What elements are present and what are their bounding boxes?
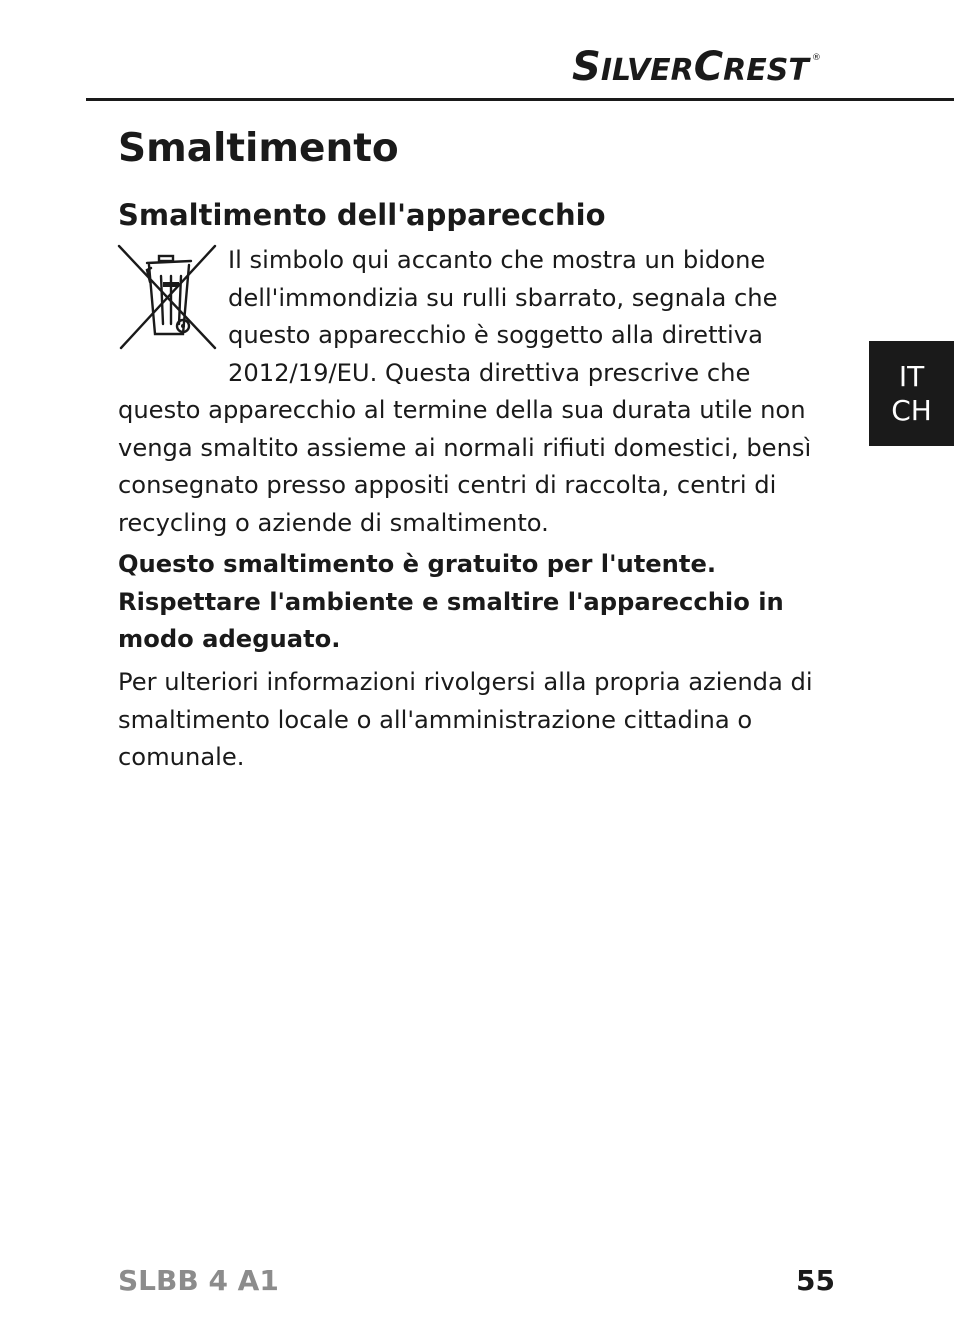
disposal-text: Il simbolo qui accanto che mostra un bidone dell'immondizia su rulli sbarrato, segnala che questo apparecchio è soggetto alla direttiva 2012/19/EU. Questa direttiva prescrive che questo apparecchio al termine della sua durata utile non venga smaltito assieme ai normali rifiuti domestici, bensì consegnato presso appositi centri di raccolta, centri di recycling o aziende di smaltimento. [118,246,812,537]
language-code-ch: CH [891,393,932,427]
header-divider [86,98,954,101]
free-disposal-notice: Questo smaltimento è gratuito per l'utente. Rispettare l'ambiente e smaltire l'apparecchio in modo adeguato. [118,550,784,653]
page-number: 55 [796,1264,835,1297]
registered-mark: ® [811,53,821,63]
logo-letter: S [572,44,601,90]
page-title: Smaltimento [118,126,399,171]
language-tab [869,341,954,446]
disposal-paragraph [118,242,823,542]
logo-letters: ILVER [600,53,694,88]
icon-spacer [118,242,228,392]
brand-logo [572,44,821,90]
logo-letter: C [693,44,724,90]
language-code-it: IT [898,359,925,393]
more-info-paragraph: Per ulteriori informazioni rivolgersi alla propria azienda di smaltimento locale o all'amministrazione cittadina o comunale. [118,668,813,771]
footer-model-number: SLBB 4 A1 [118,1264,279,1297]
logo-letters: REST [723,53,809,88]
section-title: Smaltimento dell'apparecchio [118,198,606,232]
